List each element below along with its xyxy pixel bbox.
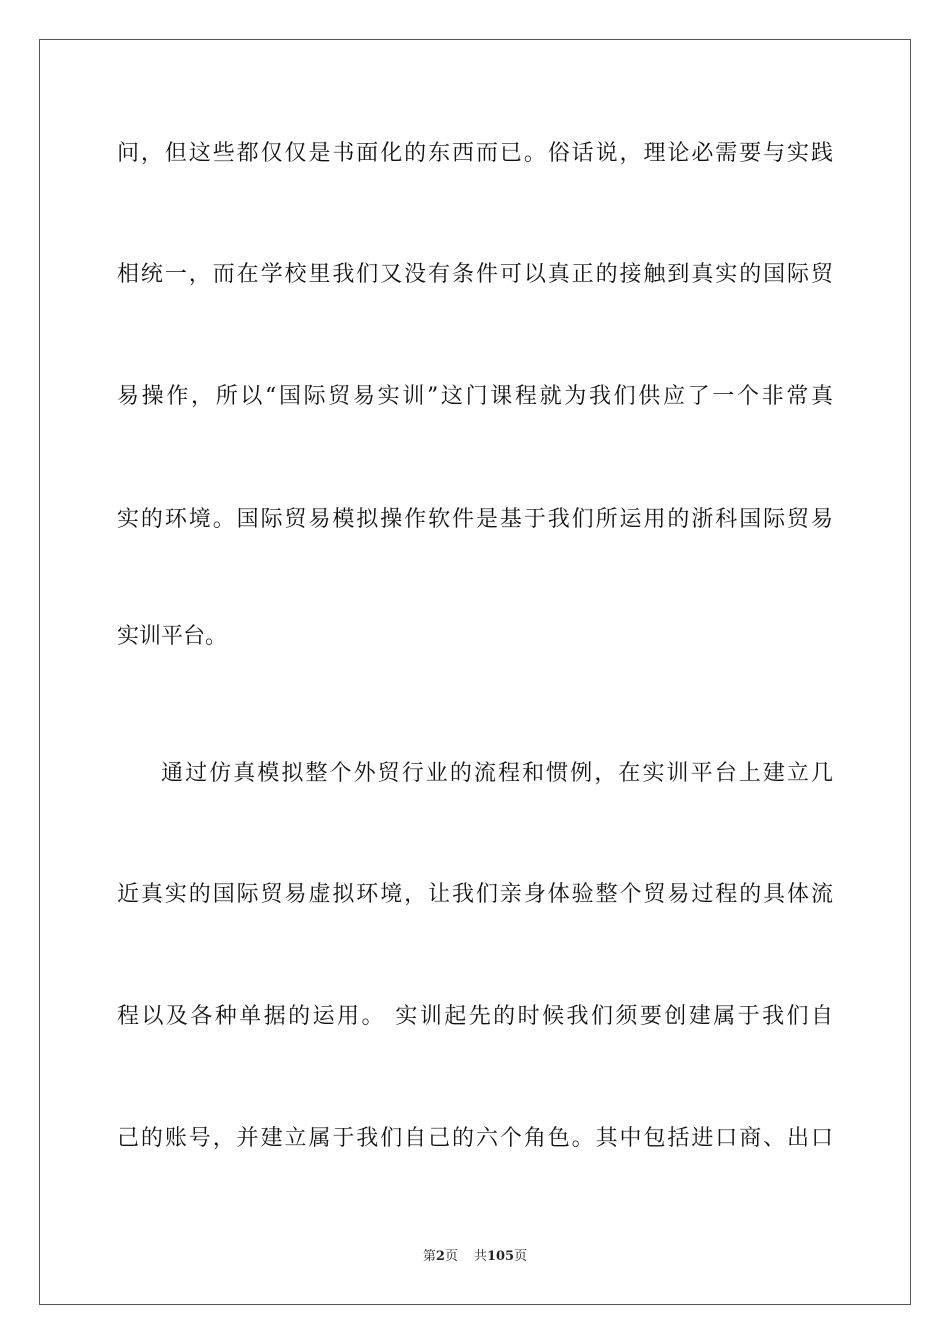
text-line: 程以及各种单据的运用。 实训起先的时候我们须要创建属于我们自 (117, 1004, 833, 1029)
text-line: 实的环境。国际贸易模拟操作软件是基于我们所运用的浙科国际贸易 (117, 507, 833, 532)
page-suffix: 页 (444, 1249, 458, 1264)
text-line: 己的账号，并建立属于我们自己的六个角色。其中包括进口商、出口 (117, 1126, 833, 1151)
page-frame (39, 39, 911, 1305)
page-prefix: 第 (422, 1249, 436, 1264)
total-suffix: 页 (514, 1249, 528, 1264)
text-line: 易操作，所以“国际贸易实训”这门课程就为我们供应了一个非常真 (117, 384, 833, 409)
text-line-paragraph-start: 通过仿真模拟整个外贸行业的流程和惯例，在实训平台上建立几 (161, 761, 833, 786)
page-footer (0, 1248, 950, 1266)
page-number: 2 (435, 1249, 445, 1264)
text-line: 问，但这些都仅仅是书面化的东西而已。俗话说，理论必需要与实践 (117, 141, 833, 166)
total-pages: 105 (486, 1249, 515, 1264)
text-line: 相统一，而在学校里我们又没有条件可以真正的接触到真实的国际贸 (117, 262, 833, 287)
text-line: 近真实的国际贸易虚拟环境，让我们亲身体验整个贸易过程的具体流 (117, 882, 833, 907)
text-line-paragraph-end: 实训平台。 (117, 624, 228, 649)
total-prefix: 共 (473, 1249, 487, 1264)
